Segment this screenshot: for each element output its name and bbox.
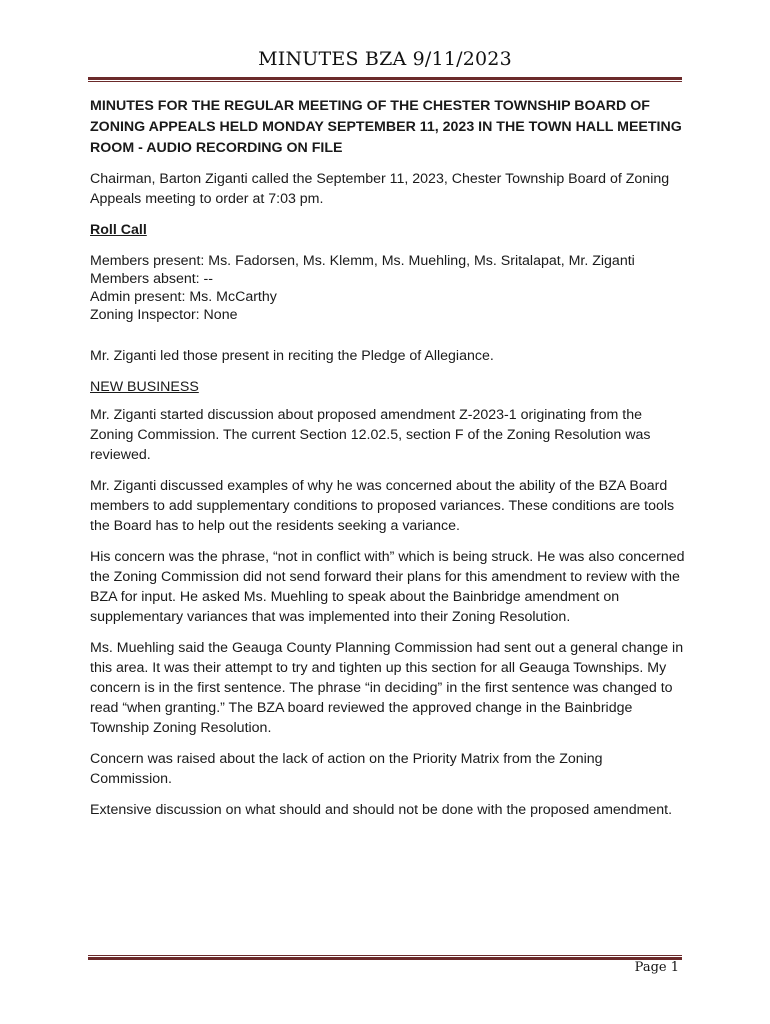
paragraph: Ms. Muehling said the Geauga County Planning Commission had sent out a general change in this area. It was their attempt to try and tighten up this section for all Geauga Townships. My concern is in the first sentence. The phrase “in deciding” in the first sentence was changed to read “when granting.” The BZA board reviewed the approved change in the Bainbridge Township Zoning Resolution. xyxy=(90,640,684,736)
intro-paragraph: Chairman, Barton Ziganti called the September 11, 2023, Chester Township Board of Zoning Appeals meeting to order at 7:03 pm. xyxy=(90,171,670,207)
footer-divider xyxy=(88,955,682,960)
members-present: Members present: Ms. Fadorsen, Ms. Klemm, Ms. Muehling, Ms. Sritalapat, Mr. Ziganti xyxy=(90,253,635,269)
page-header-title: MINUTES BZA 9/11/2023 xyxy=(258,48,512,70)
roll-call-heading: Roll Call xyxy=(90,222,147,238)
paragraph: Mr. Ziganti discussed examples of why he was concerned about the ability of the BZA Board members to add supplementary conditions to proposed variances. These conditions are tools the Board has to help out the residents seeking a variance. xyxy=(90,478,675,534)
new-business-heading: NEW BUSINESS xyxy=(90,379,199,395)
roll-call-list xyxy=(90,252,686,324)
pledge-paragraph: Mr. Ziganti led those present in reciting the Pledge of Allegiance. xyxy=(90,348,494,364)
members-absent: Members absent: -- xyxy=(90,271,213,287)
paragraph: Concern was raised about the lack of action on the Priority Matrix from the Zoning Commission. xyxy=(90,751,603,787)
document-title: MINUTES FOR THE REGULAR MEETING OF THE CHESTER TOWNSHIP BOARD OF ZONING APPEALS HELD MONDAY SEPTEMBER 11, 2023 IN THE TOWN HALL MEETING ROOM - AUDIO RECORDING ON FILE xyxy=(90,98,682,156)
zoning-inspector: Zoning Inspector: None xyxy=(90,307,238,323)
page-number: Page 1 xyxy=(634,960,679,975)
paragraph: His concern was the phrase, “not in conflict with” which is being struck. He was also concerned the Zoning Commission did not send forward their plans for this amendment to review with the BZA for input. He asked Ms. Muehling to speak about the Bainbridge amendment on supplementary variances that was implemented into their Zoning Resolution. xyxy=(90,549,685,625)
paragraph: Mr. Ziganti started discussion about proposed amendment Z-2023-1 originating from the Zoning Commission. The current Section 12.02.5, section F of the Zoning Resolution was reviewed. xyxy=(90,407,651,463)
admin-present: Admin present: Ms. McCarthy xyxy=(90,289,277,305)
paragraph: Extensive discussion on what should and should not be done with the proposed amendment. xyxy=(90,802,673,818)
header-divider xyxy=(88,77,682,82)
document-body xyxy=(90,96,686,831)
